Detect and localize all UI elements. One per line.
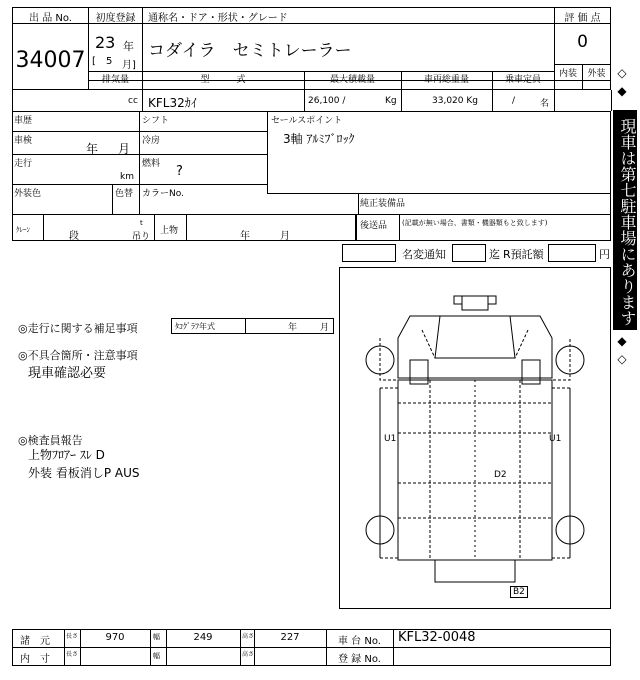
supplement-label: ◎走行に関する補足事項 bbox=[18, 322, 138, 335]
exterior-label: 外装 bbox=[587, 69, 606, 79]
truck-outline-diagram bbox=[340, 268, 610, 608]
lot-label: 出 品 No. bbox=[29, 13, 72, 24]
model-code-label: 型 式 bbox=[200, 75, 246, 85]
name-change-label: 名変通知 bbox=[402, 248, 446, 261]
interior-label: 内装 bbox=[558, 69, 577, 79]
internal-label: 内 寸 bbox=[20, 654, 50, 665]
capacity-label: 乗車定員 bbox=[504, 75, 541, 85]
deposit-label: R預託額 bbox=[503, 248, 544, 261]
gross-weight: 33,020 Kg bbox=[432, 96, 478, 106]
after-parts-label: 後送品 bbox=[360, 221, 388, 231]
name-label: 通称名・ドア・形状・グレード bbox=[148, 13, 288, 24]
reg-year: 23 bbox=[95, 33, 116, 52]
model-name: コダイラ セミトレーラー bbox=[148, 41, 352, 61]
chassis-no: KFL32-0048 bbox=[398, 630, 476, 645]
mark-center: D2 bbox=[494, 470, 507, 480]
inspector-label: ◎検査員報告 bbox=[18, 434, 83, 447]
details-block bbox=[12, 111, 611, 215]
score-label: 評 価 点 bbox=[564, 13, 601, 24]
mark-left: U1 bbox=[384, 434, 397, 444]
max-load-label: 最大積載量 bbox=[329, 75, 375, 85]
mileage-label: 走行 bbox=[14, 159, 33, 169]
reg-month: 5 bbox=[106, 56, 113, 67]
mark-right: U1 bbox=[549, 434, 562, 444]
shift-label: シフト bbox=[142, 116, 170, 126]
side-diamonds-top: ◇ ◆ bbox=[615, 66, 629, 98]
tacho-label: ﾀｺｸﾞﾗﾌ年式 bbox=[175, 322, 215, 331]
inspection-label: 車検 bbox=[14, 136, 33, 146]
model-code: KFL32ｶｲ bbox=[148, 96, 197, 110]
reg-label: 初度登録 bbox=[95, 13, 136, 24]
side-band-notice: 現車は第七駐車場にあります bbox=[613, 110, 637, 330]
name-change-box bbox=[342, 244, 396, 262]
specs-label: 諸 元 bbox=[20, 636, 50, 647]
deposit-box bbox=[548, 244, 596, 262]
crane-label: ｸﾚｰﾝ bbox=[16, 226, 30, 234]
color-change-label: 色替 bbox=[115, 189, 134, 199]
color-no-label: カラーNo. bbox=[142, 189, 184, 199]
sales-point: 3軸 ｱﾙﾐﾌﾞﾛｯｸ bbox=[283, 132, 355, 146]
name-change-date-box bbox=[452, 244, 486, 262]
height-value: 227 bbox=[280, 632, 300, 643]
length-value: 970 bbox=[105, 632, 125, 643]
lot-number: 34007 bbox=[15, 48, 86, 73]
fuel-label: 燃料 bbox=[142, 159, 161, 169]
score-value: 0 bbox=[577, 32, 588, 52]
fuel-value: ? bbox=[176, 164, 183, 179]
width-value: 249 bbox=[193, 632, 213, 643]
chassis-label: 車 台 No. bbox=[338, 636, 381, 647]
defects-text: 現車確認必要 bbox=[28, 366, 107, 381]
gross-weight-label: 車両総重量 bbox=[423, 75, 469, 85]
vehicle-diagram bbox=[339, 267, 611, 609]
crane-row bbox=[12, 215, 356, 241]
sales-point-label: セールスポイント bbox=[271, 116, 343, 126]
side-diamonds-bottom: ◆ ◇ bbox=[615, 334, 629, 366]
mark-bottom: B2 bbox=[510, 586, 528, 598]
after-parts-note: (記載が無い場合、書類・機器類もと致します) bbox=[402, 219, 548, 227]
max-load: 26,100 / bbox=[308, 96, 346, 106]
displacement-label: 排気量 bbox=[101, 75, 129, 85]
body-label: 上物 bbox=[160, 226, 179, 236]
defects-label: ◎不具合箇所・注意事項 bbox=[18, 349, 138, 362]
capacity: / bbox=[512, 96, 516, 106]
genuine-equipment-label: 純正装備品 bbox=[360, 199, 406, 209]
inspector-line-1: 上物ﾌﾛｱｰ ｽﾚ D bbox=[28, 448, 105, 462]
registration-label: 登 録 No. bbox=[338, 654, 381, 665]
inspector-line-2: 外装 看板消しP AUS bbox=[28, 466, 140, 480]
ac-label: 冷房 bbox=[142, 136, 161, 146]
history-label: 車歴 bbox=[14, 116, 33, 126]
ext-color-label: 外装色 bbox=[14, 189, 42, 199]
